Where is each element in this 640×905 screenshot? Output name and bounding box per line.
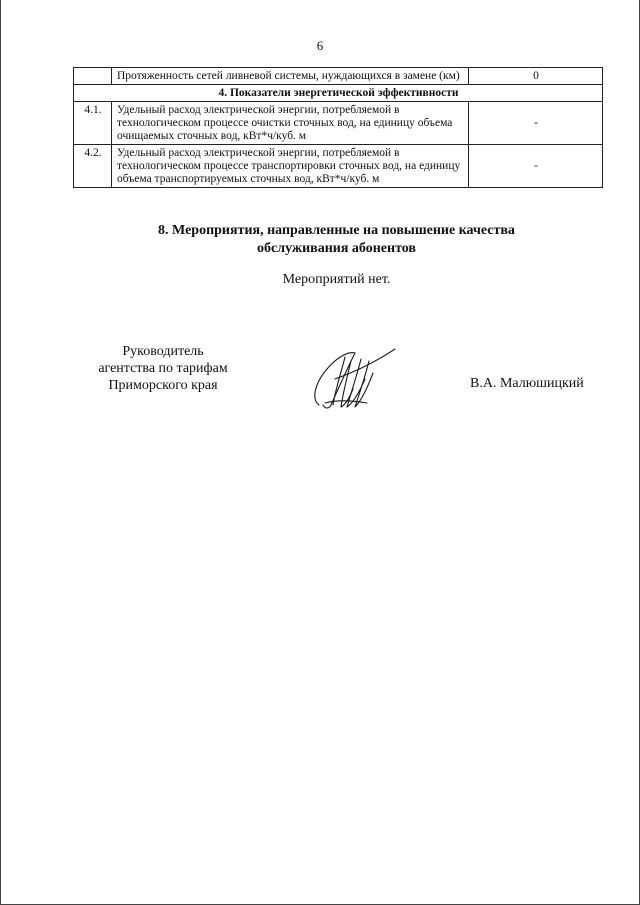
signer-name: В.А. Малюшицкий: [470, 376, 584, 391]
table-row: [74, 68, 603, 85]
row-text: Удельный расход электрической энергии, потребляемой в технологическом процессе транспортировки сточных вод, на единицу объема транспортируемых сточных вод, кВт*ч/куб. м: [112, 145, 469, 188]
section-title: 4. Показатели энергетической эффективности: [74, 85, 603, 102]
signer-title-line: Приморского края: [108, 378, 218, 393]
signer-title: [78, 343, 248, 394]
table-row: [74, 102, 603, 145]
no-events-text: Мероприятий нет.: [282, 272, 391, 287]
row-number: 4.2.: [74, 145, 112, 188]
row-text: Удельный расход электрической энергии, потребляемой в технологическом процессе очистки сточных вод, на единицу объема очищаемых сточных вод, кВт*ч/куб. м: [112, 102, 469, 145]
row-value: -: [469, 145, 603, 188]
section-heading-line: обслуживания абонентов: [257, 241, 416, 256]
page-edge-left: [0, 0, 1, 905]
signer-title-line: агентства по тарифам: [98, 361, 228, 376]
row-number: [74, 68, 112, 85]
row-value: -: [469, 102, 603, 145]
section-heading: [0, 222, 640, 258]
signer-title-line: Руководитель: [122, 344, 204, 359]
page-number: 6: [316, 38, 324, 53]
table-row: [74, 145, 603, 188]
indicators-table: [73, 67, 603, 188]
handwritten-signature: [305, 343, 397, 413]
section-heading-line: 8. Мероприятия, направленные на повышение качества: [158, 223, 515, 238]
row-value: 0: [469, 68, 603, 85]
row-text: Протяженность сетей ливневой системы, нуждающихся в замене (км): [112, 68, 469, 85]
section-row: [74, 85, 603, 102]
row-number: 4.1.: [74, 102, 112, 145]
